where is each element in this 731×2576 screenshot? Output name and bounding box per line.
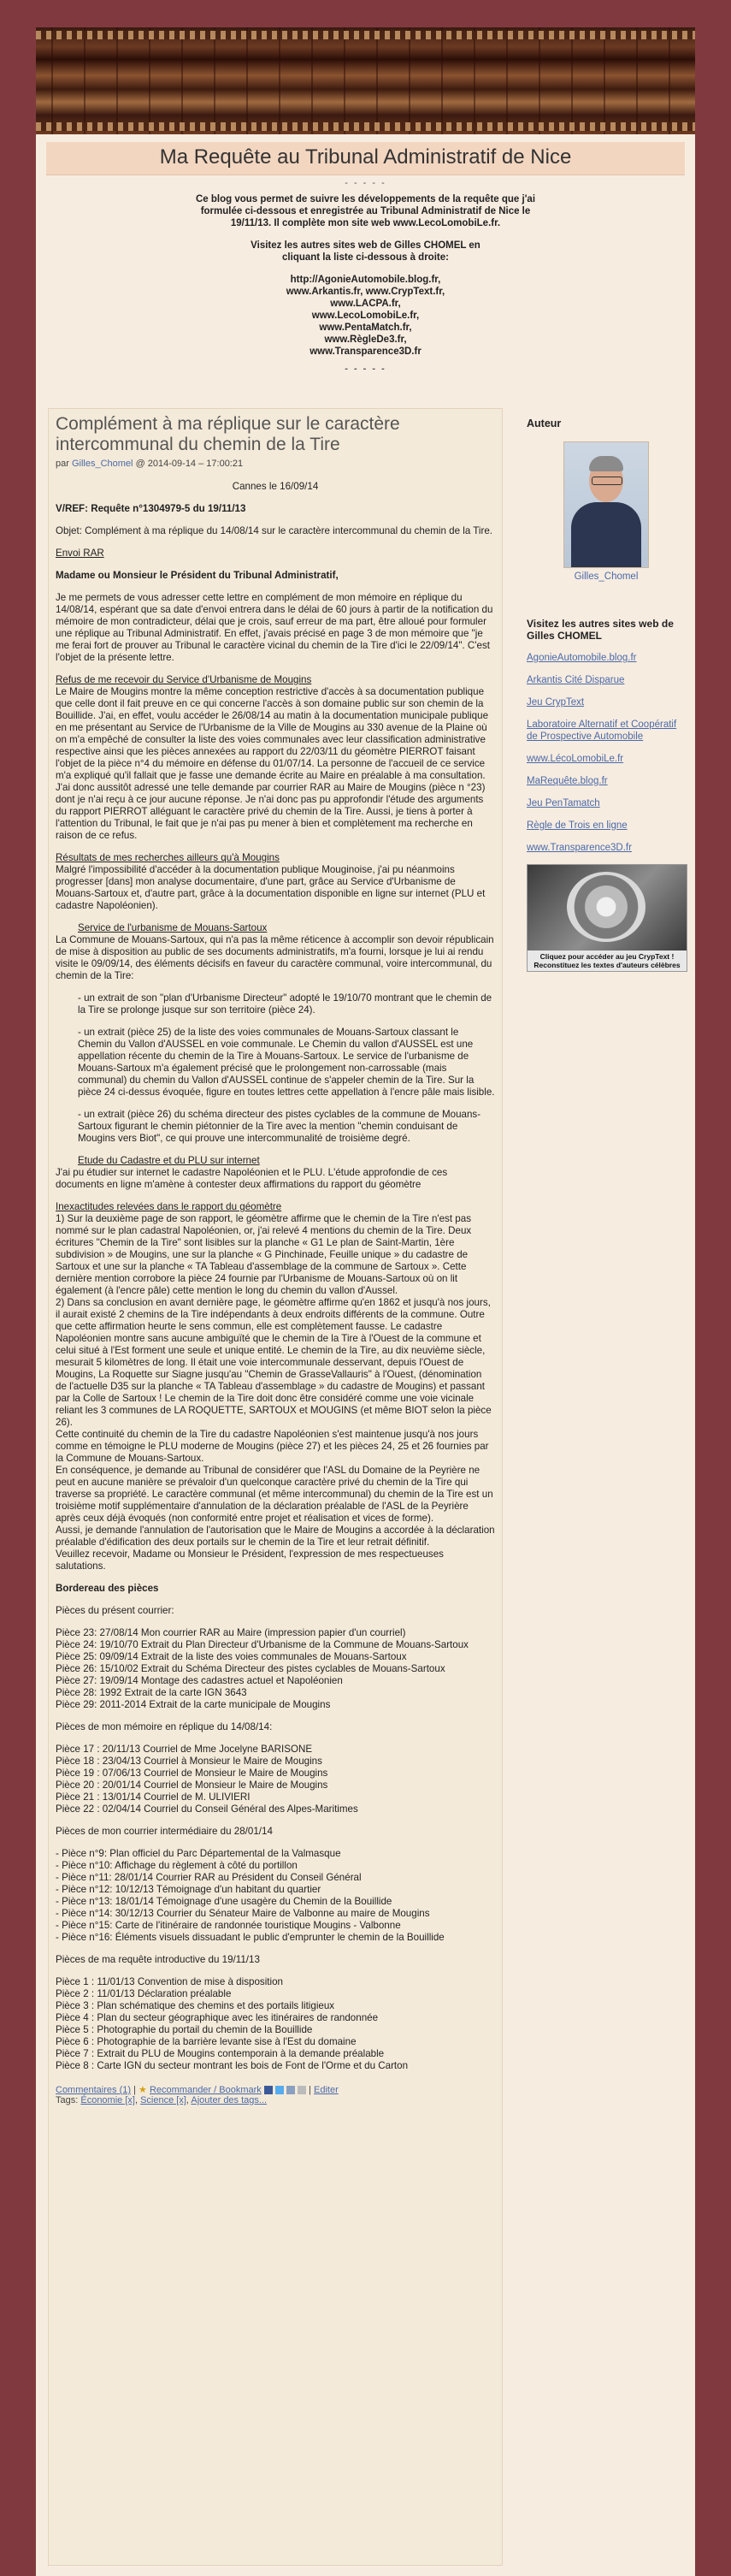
site-link[interactable]: http://AgonieAutomobile.blog.fr,: [290, 275, 441, 285]
site-link[interactable]: www.Transparence3D.fr: [309, 346, 422, 357]
post-date: @ 2014-09-14 – 17:00:21: [135, 459, 244, 469]
sites-heading: Visitez les autres sites web de Gilles CHOMEL: [527, 618, 674, 642]
tag-link[interactable]: Science [x]: [140, 2095, 186, 2105]
site-intro: [46, 193, 685, 375]
twitter-icon[interactable]: [275, 2086, 284, 2094]
section-heading: Service de l'urbanisme de Mouans-Sartoux: [78, 922, 268, 933]
site-link[interactable]: MaRequête.blog.fr: [527, 776, 608, 786]
paragraph: J'ai pu étudier sur internet le cadastre Napoléonien et le PLU. L'étude approfondie de ces documents en ligne m'amène à contester deux affirmations du rapport du géomètre: [56, 1167, 448, 1190]
letter-salutation: Madame ou Monsieur le Président du Tribunal Administratif,: [56, 570, 339, 581]
banner-border-bottom: [36, 122, 695, 131]
paragraph: Pièces de mon mémoire en réplique du 14/08/14:: [56, 1721, 273, 1732]
list-item: [527, 753, 686, 765]
paragraph: Je me permets de vous adresser cette lettre en complément de mon mémoire en réplique du 14/08/14, espérant que sa date d'envoi entrera dans le délai de 60 jours à partir de la notification du mémoire de mon contradicteur, délai que je crois, sauf erreur de ma part, être alloué pour formuler une réplique au Tribunal Administratif. En effet, j'avais précisé en page 3 de mon mémoire que "je me ferai fort de prouver au Tribunal le caractère vicinal du chemin de la Tire d'ici le 22/09/14". C'est l'objet de la présente lettre.: [56, 592, 493, 663]
paragraph: La Commune de Mouans-Sartoux, qui n'a pas la même réticence à accomplir son devoir républicain de mise à disposition au public de ses documents administratifs, m'a fourni, lorsque je lui ai rendu visite le 09/09/14, des éléments décisifs en faveur du caractère communal, voire intercommunal, du chemin de la Tire:: [56, 934, 494, 981]
paragraph: Pièces de ma requête introductive du 19/11/13: [56, 1954, 260, 1965]
byline-prefix: par: [56, 459, 69, 469]
list-item: [527, 842, 686, 854]
letter-object: Objet: Complément à ma réplique du 14/08/14 sur le caractère intercommunal du chemin de la Tire.: [56, 525, 493, 536]
site-title[interactable]: Ma Requête au Tribunal Administratif de Nice: [46, 142, 685, 175]
add-tags-link[interactable]: Ajouter des tags...: [191, 2095, 268, 2105]
pieces-list: Pièce 23: 27/08/14 Mon courrier RAR au Maire (impression papier d'un courriel) Pièce 24: 19/10/70 Extrait du Plan Directeur d'Urbanisme de la Commune de Mouans-Sartoux Pièce 25: 09/09/14 Extrait de la liste des voies communales de Mouans-Sartoux Pièce 26: 15/10/02 Extrait du Schéma Directeur des pistes cyclables de Mouans-Sartoux Pièce 27: 19/09/14 Montage des cadastres actuel et Napoléonien Pièce 28: 1992 Extrait de la carte IGN 3643 Pièce 29: 2011-2014 Extrait de la carte municipale de Mougins: [56, 1627, 469, 1710]
list-item: [527, 719, 686, 743]
site-link[interactable]: AgonieAutomobile.blog.fr: [527, 653, 637, 663]
paragraph: - un extrait de son "plan d'Urbanisme Directeur" adopté le 19/10/70 montrant que le chemin de la Tire se prolonge jusque sur son territoire (pièce 24).: [78, 992, 492, 1016]
letter-ref: V/REF: Requête n°1304979-5 du 19/11/13: [56, 503, 246, 514]
recommend-link[interactable]: Recommander / Bookmark: [149, 2085, 262, 2095]
cryptext-promo-banner[interactable]: [527, 864, 687, 972]
pieces-list: Pièce 1 : 11/01/13 Convention de mise à disposition Pièce 2 : 11/01/13 Déclaration préalable Pièce 3 : Plan schématique des chemins et des portails litigieux Pièce 4 : Plan du secteur géographique avec les itinéraires de randonnée Pièce 5 : Photographie du portail du chemin de la Bouillide Pièce 6 : Photographie de la barrière levante sise à l'Est du domaine Pièce 7 : Extrait du PLU de Mougins contemporain à la demande préalable Pièce 8 : Carte IGN du secteur montrant les bois de Font de l'Orme et du Carton: [56, 1976, 409, 2071]
paragraph: En conséquence, je demande au Tribunal de considérer que l'ASL du Domaine de la Peyrière ne peut en aucune manière se prévaloir d'un quelconque caractère privé du chemin de la Tire qui traverse sa propriété. Le caractère communal (et même intercommunal) du chemin de la Tire est un troisième motif supplémentaire d'annulation de la déclaration préalable de l'ASL de la Peyrière après ceux déjà évoqués (non conformité entre projet et réalisation et vices de forme).: [56, 1465, 493, 1524]
share-icon[interactable]: [286, 2086, 295, 2094]
section-heading: Résultats de mes recherches ailleurs qu'à Mougins: [56, 852, 280, 863]
list-item: [527, 652, 686, 664]
promo-caption: Cliquez pour accéder au jeu CrypText ! Reconstituez les textes d'auteurs célèbres: [528, 950, 687, 971]
blog-post: [48, 408, 503, 2566]
paragraph: Aussi, je demande l'annulation de l'autorisation que le Maire de Mougins a accordée à la déclaration préalable d'édification des deux portails sur le chemin de la Tire et leur retrait définitif.: [56, 1525, 495, 1548]
pieces-list: - Pièce n°9: Plan officiel du Parc Départemental de la Valmasque - Pièce n°10: Affichage du règlement à côté du portillon - Pièce n°11: 28/01/14 Courrier RAR au Président du Conseil Général - Pièce n°12: 10/12/13 Témoignage d'un habitant du quartier - Pièce n°13: 18/01/14 Témoignage d'une usagère du Chemin de la Bouillide - Pièce n°14: 30/12/13 Courrier du Sénateur Maire de Valbonne au maire de Mougins - Pièce n°15: Carte de l'itinéraire de randonnée touristique Mougins - Valbonne - Pièce n°16: Éléments visuels dissuadant le public d'emprunter le chemin de la Bouillide: [56, 1848, 445, 1943]
facebook-icon[interactable]: [264, 2086, 273, 2094]
pieces-list: Pièce 17 : 20/11/13 Courriel de Mme Jocelyne BARISONE Pièce 18 : 23/04/13 Courriel à Monsieur le Maire de Mougins Pièce 19 : 07/06/13 Courriel de Monsieur le Maire de Mougins Pièce 20 : 20/01/14 Courriel de Monsieur le Maire de Mougins Pièce 21 : 13/01/14 Courriel de M. ULIVIERI Pièce 22 : 02/04/14 Courriel du Conseil Général des Alpes-Maritimes: [56, 1744, 358, 1815]
intro-text: Ce blog vous permet de suivre les développements de la requête que j'ai formulée ci-dessous et enregistrée au Tribunal Administratif de Nice le 19/11/13. Il complète mon site web www.LecoLomobiLe.fr.: [195, 194, 536, 228]
section-heading: Refus de me recevoir du Service d'Urbanisme de Mougins: [56, 674, 312, 685]
sidebar: [527, 417, 686, 972]
site-link[interactable]: Jeu CrypText: [527, 697, 585, 708]
tags-label: Tags:: [56, 2095, 79, 2105]
site-link[interactable]: www.Arkantis.fr, www.CrypText.fr,: [286, 287, 445, 297]
visit-text: Visitez les autres sites web de Gilles CHOMEL en cliquant la liste ci-dessous à droite:: [251, 240, 480, 263]
list-item: [527, 820, 686, 832]
cryptext-disc-icon: [567, 872, 646, 942]
site-link[interactable]: Règle de Trois en ligne: [527, 820, 628, 831]
author-link[interactable]: Gilles_Chomel: [71, 459, 133, 469]
list-item: [527, 674, 686, 686]
site-link[interactable]: www.RègleDe3.fr,: [324, 335, 407, 345]
paragraph: Cette continuité du chemin de la Tire du cadastre Napoléonien s'est maintenue jusqu'à nos jours comme en témoigne le PLU moderne de Mougins (pièce 27) et les pièces 24, 25 et 26 fournies par la Commune de Mouans-Sartoux.: [56, 1429, 489, 1464]
post-byline: [56, 459, 495, 469]
post-title[interactable]: Complément à ma réplique sur le caractère intercommunal du chemin de la Tire: [56, 414, 400, 454]
paragraph: Veuillez recevoir, Madame ou Monsieur le Président, l'expression de mes respectueuses salutations.: [56, 1549, 444, 1572]
site-link[interactable]: Arkantis Cité Disparue: [527, 675, 625, 685]
post-footer: Commentaires (1) | ★ Recommander / Bookmark | Editer Tags: Économie [x], Science [x], Ajouter des tags...: [56, 2084, 495, 2105]
list-item: [527, 775, 686, 787]
site-link[interactable]: www.LecoLomobiLe.fr,: [311, 311, 420, 321]
paragraph: 2) Dans sa conclusion en avant dernière page, le géomètre affirme qu'en 1862 et jusqu'à nos jours, il aurait existé 2 chemins de la Tire indépendants à deux endroits différents de la commune. Outre que cette affirmation heurte le sens commun, elle est complètement fausse. Le cadastre Napoléonien montre sans aucune ambiguïté que le chemin de la Tire à l'Ouest de la commune et celui situé à l'Est forment une seule et unique entité. Le chemin de la Tire, au dix neuvième siècle, mesurait 5 kilomètres de long. Il était une voie intercommunale desservant, depuis l'Ouest de Mougins, La Roquette sur Siagne jusqu'au "Chemin de GrasseVallauris" à l'Ouest, (dénomination de l'actuelle D35 sur la planche « TA Tableau d'assemblage » du cadastre de Mougins) et passant par la Colle de Sartoux ! Le chemin de la Tire doit donc être considéré comme une voie vicinale reliant les 3 communes de LA ROQUETTE, SARTOUX et MOUGINS (et même BIOT selon la pièce 26).: [56, 1297, 492, 1428]
author-name-link[interactable]: Gilles_Chomel: [574, 571, 639, 582]
header-banner-image: [36, 27, 695, 134]
letter-date: Cannes le 16/09/14: [232, 481, 319, 492]
comments-link[interactable]: Commentaires (1): [56, 2085, 132, 2095]
paragraph: Pièces du présent courrier:: [56, 1605, 174, 1616]
bordereau-heading: Bordereau des pièces: [56, 1583, 159, 1594]
site-link[interactable]: Jeu PenTamatch: [527, 798, 600, 808]
site-links-list: [46, 274, 685, 358]
list-item: [527, 696, 686, 708]
sites-list: [527, 652, 686, 854]
separator: - - - - -: [345, 178, 386, 188]
paragraph: Malgré l'impossibilité d'accéder à la documentation publique Mouginoise, j'ai pu néanmoins progresser [dans] mon analyse documentaire, d'une part, grâce au Service d'Urbanisme de Mouans-Sartoux et, d'autre part, grâce à la documentation disponible en ligne sur internet (PLU et cadastre Napoléonien).: [56, 864, 486, 911]
email-icon[interactable]: [298, 2086, 306, 2094]
paragraph: 1) Sur la deuxième page de son rapport, le géomètre affirme que le chemin de la Tire n'est pas nommé sur le plan cadastral Napoléonien, or, j'ai relevé 4 mentions du chemin de la Tire. Deux écritures "Chemin de la Tire" sont lisibles sur la planche « G1 Le plan de Saint-Martin, 1ère subdivision » de Mougins, une sur la planche « G Pinchinade, Feuille unique » du cadastre de Sartoux et une sur la planche « TA Tableau d'assemblage de la commune de Sartoux ». Cette dernière mention corrobore la pièce 24 fournie par l'Urbanisme de Mouans-Sartoux où on lit également (à l'encre pâle) cette mention le long du chemin du vallon d'Aussel.: [56, 1213, 472, 1296]
star-icon: ★: [139, 2085, 147, 2095]
list-item: [527, 797, 686, 809]
edit-link[interactable]: Editer: [314, 2085, 339, 2095]
paragraph: - un extrait (pièce 25) de la liste des voies communales de Mouans-Sartoux classant le Chemin du Vallon d'AUSSEL en voie communale. Le Chemin du vallon d'AUSSEL est une appellation récente du chemin de la Tire à Mouans-Sartoux. Le service de l'urbanisme de Mouans-Sartoux m'a également précisé que le prolongement non-carrossable (mais communal) du chemin du Vallon d'AUSSEL continue de s'appeler chemin de la Tire. Sur la pièce 24 ci-dessus évoquée, figure en toutes lettres cette appellation à l'encre pâle mais lisible.: [78, 1027, 495, 1098]
site-header: [46, 139, 685, 380]
site-link[interactable]: www.PentaMatch.fr,: [319, 323, 412, 333]
paragraph: Le Maire de Mougins montre la même conception restrictive d'accès à sa documentation publique que celle dont il fait preuve en ce qui concerne l'accès à son domaine public sur son chemin de la Bouillide. J'ai, en effet, voulu accéder le 26/08/14 au matin à la documentation municipale publique en me présentant au Service de l'Urbanisme de la Ville de Mougins au 330 avenue de la Plaine où on m'a empêché de consulter la liste des voies communales avec leur classification administrative respective ainsi que les pièces annexées au rapport du 22/03/11 du géomètre PIERROT faisant l'objet de la pièce n°4 du mémoire en défense du 01/07/14. La personne de l'accueil de ce service m'a expliqué qu'il fallait que je fasse une demande écrite au Maire en préalable à ma consultation. J'ai donc aussitôt adressé une telle demande par courrier RAR au Maire de Mougins (pièce n °23) dont je n'ai reçu à ce jour aucune réponse. Je n'ai donc pas pu approfondir l'étude des arguments du rapport PIERROT alléguant le caractère privé du chemin de la Tire. Aussi, je tiens à porter à l'attention du Tribunal, le fait que je n'ai pas pu mener à bien et complètement ma recherche en raison de ce refus.: [56, 686, 489, 841]
post-body: [56, 481, 495, 2072]
section-heading: Etude du Cadastre et du PLU sur internet: [78, 1155, 260, 1166]
paragraph: - un extrait (pièce 26) du schéma directeur des pistes cyclables de la commune de Mouans-Sartoux figurant le chemin piétonnier de la Tire avec la mention "chemin conduisant de Mougins vers Biot", ce qui prouve une intercommunalité de troisième degré.: [78, 1109, 481, 1144]
tag-link[interactable]: Économie [x]: [80, 2095, 135, 2105]
banner-border-top: [36, 31, 695, 39]
paragraph: Pièces de mon courrier intermédiaire du 28/01/14: [56, 1826, 273, 1837]
letter-envoi: Envoi RAR: [56, 548, 104, 559]
site-link[interactable]: Laboratoire Alternatif et Coopératif de Prospective Automobile: [527, 720, 677, 742]
separator: - - - - -: [345, 364, 386, 374]
site-link[interactable]: www.LACPA.fr,: [330, 299, 401, 309]
section-heading: Inexactitudes relevées dans le rapport du géomètre: [56, 1201, 282, 1212]
author-avatar[interactable]: [563, 441, 649, 568]
site-link[interactable]: www.LécoLomobiLe.fr: [527, 754, 624, 764]
site-link[interactable]: www.Transparence3D.fr: [527, 843, 632, 853]
tags-row: Tags: Économie [x], Science [x], Ajouter des tags...: [56, 2095, 268, 2105]
author-heading: Auteur: [527, 417, 562, 429]
